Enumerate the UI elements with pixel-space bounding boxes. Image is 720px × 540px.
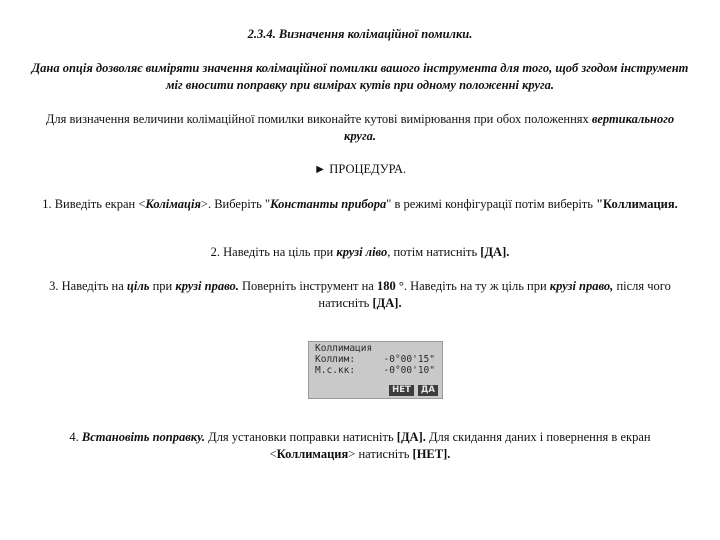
display-row-collimation <box>315 354 435 365</box>
step-4 <box>30 429 690 463</box>
step-3-target: ціль <box>126 279 150 293</box>
step-3-text-g: . Наведіть на ту ж ціль при <box>403 279 550 293</box>
display-row-value: -0°00'10" <box>383 365 435 376</box>
step-3-face-right: крузі право. <box>175 279 239 293</box>
step-4-text-g: > натисніть <box>348 447 413 461</box>
procedure-heading: ► ПРОЦЕДУРА. <box>313 162 407 176</box>
step-1-text-a: 1. Виведіть екран < <box>42 197 146 211</box>
step-2-key: [ДА]. <box>480 245 510 259</box>
step-3-text-e: Поверніть інструмент на <box>238 279 377 293</box>
step-1-text-e: " в режимі конфігурації потім виберіть <box>386 197 597 211</box>
display-row-label: М.с.кк: <box>315 365 356 376</box>
step-3-key: [ДА]. <box>372 296 402 310</box>
step-2 <box>30 244 690 261</box>
step-3-angle: 180 ° <box>376 279 404 293</box>
step-4-key-no: [НЕТ]. <box>412 447 451 461</box>
softkey-bar <box>389 385 438 396</box>
step-1 <box>30 196 690 213</box>
step-2-text-a: 2. Наведіть на ціль при <box>210 245 337 259</box>
step-1-text-c: >. Виберіть " <box>200 197 271 211</box>
step-4-key-yes: [ДА]. <box>396 430 426 444</box>
display-row-correction <box>315 365 435 376</box>
instruction-emphasis: вертикального круга. <box>344 112 675 143</box>
intro-paragraph: Дана опція дозволяє виміряти значення колімаційної помилки вашого інструмента для того, щоб згодом інструмент міг вносити поправку при вимірах кутів при одному положенні круга. <box>31 61 689 92</box>
step-3-text-a: 3. Наведіть на <box>49 279 127 293</box>
display-row-label: Коллим: <box>315 354 356 365</box>
display-title: Коллимация <box>315 343 373 354</box>
step-3 <box>30 278 690 312</box>
step-4-screen-name: Коллимация <box>276 447 349 461</box>
step-2-text-c: , потім натисніть <box>387 245 481 259</box>
instruction-paragraph <box>30 111 690 145</box>
section-heading: 2.3.4. Визначення колімаційної помилки. <box>247 27 473 41</box>
instruction-text: Для визначення величини колімаційної помилки виконайте кутові вимірювання при обох положеннях <box>45 112 592 126</box>
step-4-title: Встановіть поправку. <box>81 430 206 444</box>
step-4-text-a: 4. <box>69 430 82 444</box>
step-3-text-c: при <box>149 279 176 293</box>
instrument-display <box>308 341 443 399</box>
step-1-menu-name: Константы прибора <box>270 197 387 211</box>
step-4-text-e: Для скидання даних і повернення в екран < <box>269 430 651 461</box>
step-4-text-c: Для установки поправки натисніть <box>205 430 397 444</box>
no-softkey[interactable]: НЕТ <box>389 385 414 396</box>
display-row-value: -0°00'15" <box>383 354 435 365</box>
step-3-text-i: після чого натисніть <box>318 279 671 310</box>
step-2-face-left: крузі ліво <box>336 245 388 259</box>
step-1-screen-name: Колімація <box>145 197 201 211</box>
step-1-option-name: "Коллимация. <box>596 197 678 211</box>
yes-softkey[interactable]: ДА <box>418 385 438 396</box>
step-3-face-right-2: крузі право, <box>549 279 614 293</box>
